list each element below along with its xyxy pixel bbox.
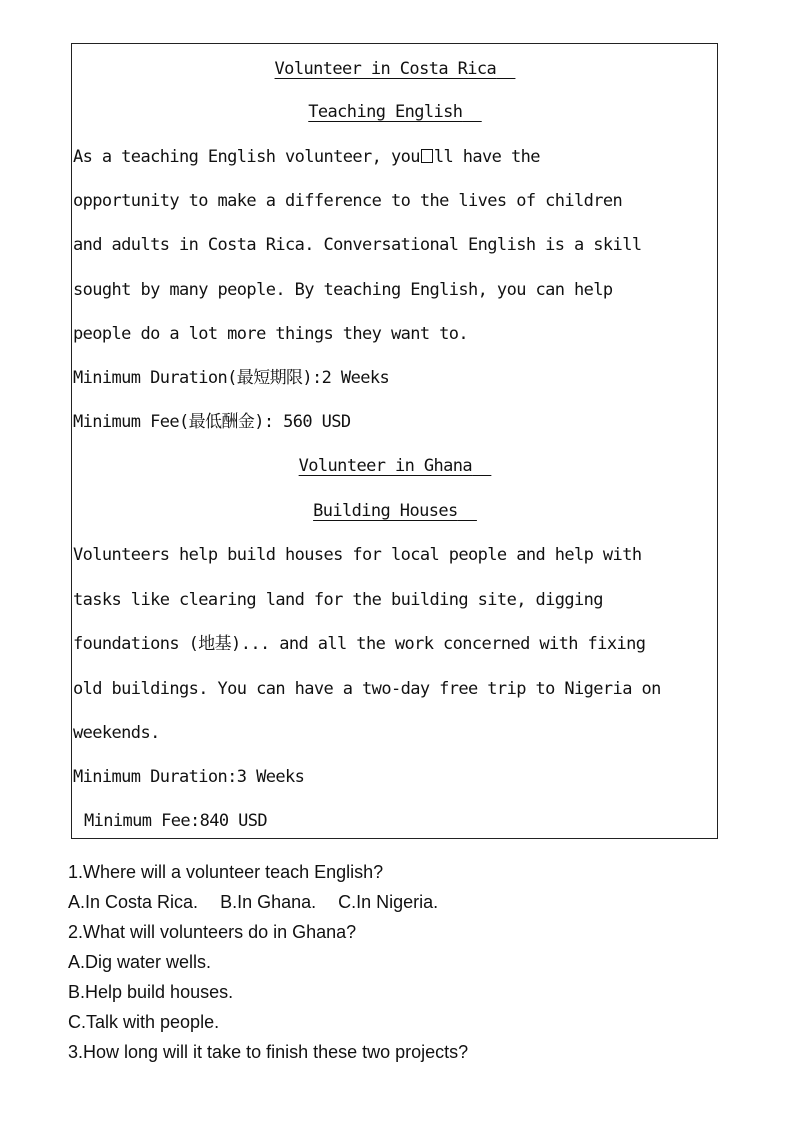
question-2: 2.What will volunteers do in Ghana? <box>68 922 357 942</box>
costa-rica-body-line-1: As a teaching English volunteer, you ll have the <box>73 147 540 167</box>
reading-passage-box <box>71 43 718 839</box>
ghana-body-line-3: foundations (地基)... and all the work concerned with fixing <box>73 634 646 654</box>
costa-rica-body-line-2: opportunity to make a difference to the lives of children <box>73 191 623 211</box>
question-1-option-b: B.In Ghana. <box>220 892 317 912</box>
costa-rica-body-line-4: sought by many people. By teaching English, you can help <box>73 280 613 300</box>
ghana-body-line-5: weekends. <box>73 723 160 743</box>
ghana-title <box>73 451 717 481</box>
question-1: 1.Where will a volunteer teach English? <box>68 862 384 882</box>
costa-rica-body-line-3: and adults in Costa Rica. Conversational English is a skill <box>73 235 642 255</box>
ghana-subtitle-text: Building Houses <box>313 501 458 521</box>
costa-rica-subtitle-text: Teaching English <box>308 102 463 122</box>
costa-rica-subtitle <box>73 97 717 127</box>
costa-rica-body-line-5: people do a lot more things they want to. <box>73 324 469 344</box>
question-3: 3.How long will it take to finish these two projects? <box>68 1042 469 1062</box>
ghana-body-line-1: Volunteers help build houses for local people and help with <box>73 545 642 565</box>
question-1-option-a: A.In Costa Rica. <box>68 892 199 912</box>
ghana-body-line-2: tasks like clearing land for the building site, digging <box>73 590 603 610</box>
costa-rica-title <box>73 54 717 84</box>
costa-rica-title-text: Volunteer in Costa Rica <box>274 59 497 79</box>
ghana-subtitle <box>73 496 717 526</box>
question-2-option-b: B.Help build houses. <box>68 982 234 1002</box>
ghana-title-text: Volunteer in Ghana <box>298 456 473 476</box>
costa-rica-duration: Minimum Duration(最短期限):2 Weeks <box>73 368 390 388</box>
ghana-duration: Minimum Duration:3 Weeks <box>73 767 305 787</box>
question-1-option-c: C.In Nigeria. <box>338 892 439 912</box>
question-2-option-a: A.Dig water wells. <box>68 952 212 972</box>
ghana-fee: Minimum Fee:840 USD <box>84 811 268 831</box>
costa-rica-fee: Minimum Fee(最低酬金): 560 USD <box>73 412 351 432</box>
question-1-options <box>68 887 438 917</box>
missing-glyph-box-icon <box>421 149 433 163</box>
ghana-body-line-4: old buildings. You can have a two-day free trip to Nigeria on <box>73 679 661 699</box>
question-2-option-c: C.Talk with people. <box>68 1012 220 1032</box>
